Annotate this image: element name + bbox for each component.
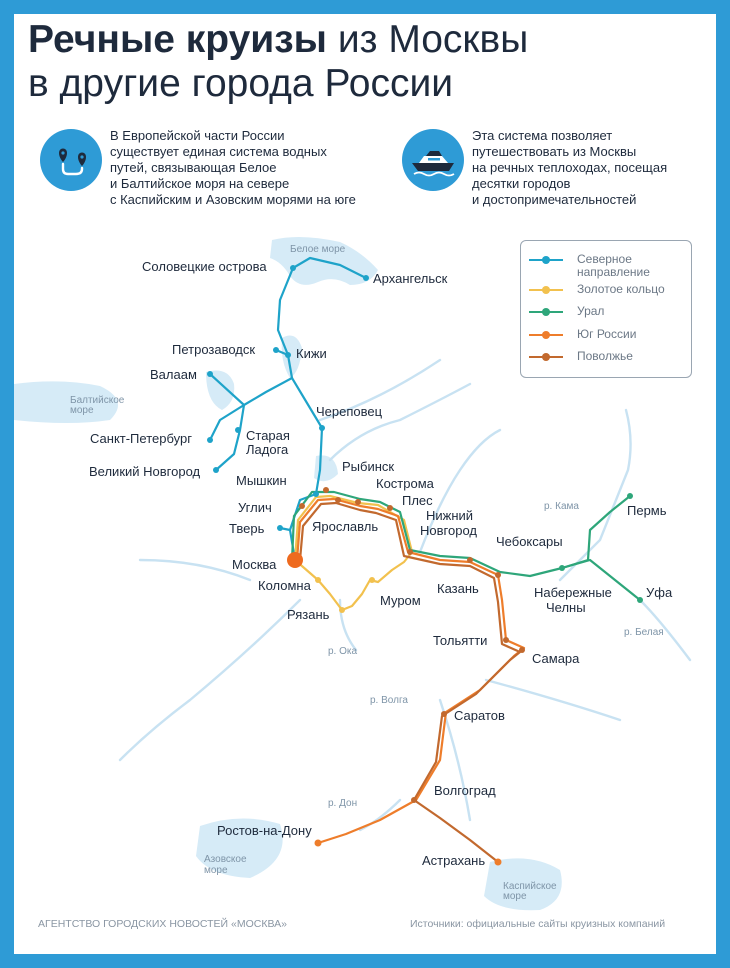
city-perm: Пермь (627, 503, 667, 518)
azov-sea-label-2: море (204, 865, 228, 876)
city-petrozavodsk: Петрозаводск (172, 342, 256, 357)
city-chelny-1: Набережные (534, 585, 612, 600)
city-ples: Плес (402, 493, 433, 508)
dot-nizhny[interactable] (407, 549, 413, 555)
dot-samara[interactable] (519, 647, 525, 653)
city-staraya-ladoga-2: Ладога (246, 442, 289, 457)
city-moscow: Москва (232, 557, 277, 572)
city-myshkin: Мышкин (236, 473, 287, 488)
caspian-sea-label-2: море (503, 891, 527, 902)
baltic-sea-label-1: Балтийское (70, 395, 125, 406)
dot-cherepovets[interactable] (319, 425, 325, 431)
dot-arkhangelsk[interactable] (363, 275, 369, 281)
city-kostroma: Кострома (376, 476, 434, 491)
dot-moscow[interactable] (287, 552, 303, 568)
city-uglich: Углич (238, 500, 272, 515)
white-sea-label: Белое море (290, 244, 346, 255)
dot-kizhi[interactable] (285, 352, 291, 358)
dot-saratov[interactable] (441, 711, 447, 717)
city-ryazan: Рязань (287, 607, 330, 622)
city-valaam: Валаам (150, 367, 197, 382)
dot-murom[interactable] (369, 577, 375, 583)
city-tver: Тверь (229, 521, 265, 536)
city-samara: Самара (532, 651, 580, 666)
legend: Северное направление Золотое кольцо Урал Юг России Поволжье (520, 240, 692, 378)
river-kama-label: р. Кама (544, 501, 579, 512)
city-volgograd: Волгоград (434, 783, 496, 798)
dot-ryazan[interactable] (339, 607, 345, 613)
dot-yaroslavl[interactable] (335, 497, 341, 503)
azov-sea-label-1: Азовское (204, 854, 247, 865)
rybinsk-reservoir-shape (314, 455, 338, 481)
city-spb: Санкт-Петербург (90, 431, 192, 446)
city-rybinsk: Рыбинск (342, 459, 395, 474)
footer-sources: Источники: официальные сайты круизных компаний (410, 918, 666, 930)
dot-astrakhan[interactable] (495, 859, 502, 866)
city-arkhangelsk: Архангельск (373, 271, 448, 286)
city-saratov: Саратов (454, 708, 505, 723)
dot-tolyatti[interactable] (503, 637, 509, 643)
dot-petrozavodsk[interactable] (273, 347, 279, 353)
dot-chelny[interactable] (559, 565, 565, 571)
river-volga-label: р. Волга (370, 695, 408, 706)
title-rest: из Москвы (326, 18, 529, 61)
intro-right-text: Эта система позволяет путешествовать из Москвы на речных теплоходах, посещая десятки городов и достопримечательностей (472, 128, 668, 207)
title-line2: в другие города России (28, 62, 454, 105)
city-kizhi: Кижи (296, 346, 327, 361)
river-oka-label: р. Ока (328, 646, 358, 657)
city-murom: Муром (380, 593, 421, 608)
city-novgorod: Великий Новгород (89, 464, 201, 479)
city-solovki: Соловецкие острова (142, 259, 267, 274)
dot-kolomna[interactable] (315, 577, 321, 583)
intro-left-text: В Европейской части России существует единая система водных путей, связывающая Белое и Балтийское моря на севере с Каспийским и Азовским морями на юге (110, 128, 356, 207)
dot-volgograd[interactable] (411, 797, 417, 803)
city-rostov: Ростов-на-Дону (217, 823, 312, 838)
city-nizhny-1: Нижний (426, 508, 474, 523)
city-tolyatti: Тольятти (433, 633, 488, 648)
dot-ples[interactable] (387, 505, 393, 511)
city-nizhny-2: Новгород (420, 523, 477, 538)
footer-agency: АГЕНТСТВО ГОРОДСКИХ НОВОСТЕЙ «МОСКВА» (38, 918, 287, 930)
dot-ufa[interactable] (637, 597, 643, 603)
dot-rostov[interactable] (315, 840, 322, 847)
city-kolomna: Коломна (258, 578, 311, 593)
dot-spb[interactable] (207, 437, 213, 443)
dot-novgorod[interactable] (213, 467, 219, 473)
city-astrakhan: Астрахань (422, 853, 486, 868)
dot-staraya-ladoga[interactable] (235, 427, 241, 433)
dot-cheboksary[interactable] (467, 557, 473, 563)
city-cherepovets: Череповец (316, 404, 383, 419)
dot-uglich[interactable] (299, 503, 305, 509)
dot-kazan[interactable] (495, 572, 501, 578)
dot-tver[interactable] (277, 525, 283, 531)
caspian-sea-label-1: Каспийское (503, 881, 557, 892)
dot-kostroma[interactable] (355, 499, 361, 505)
dot-valaam[interactable] (207, 371, 213, 377)
dot-myshkin[interactable] (313, 491, 319, 497)
dot-rybinsk[interactable] (323, 487, 329, 493)
dot-solovki[interactable] (290, 265, 296, 271)
river-don-label: р. Дон (328, 798, 358, 809)
city-kazan: Казань (437, 581, 479, 596)
city-yaroslavl: Ярославль (312, 519, 379, 534)
city-ufa: Уфа (646, 585, 673, 600)
city-cheboksary: Чебоксары (496, 534, 563, 549)
dot-perm[interactable] (627, 493, 633, 499)
baltic-sea-label-2: море (70, 405, 94, 416)
river-belaya-label: р. Белая (624, 627, 664, 638)
city-staraya-ladoga-1: Старая (246, 428, 290, 443)
title-bold: Речные круизы (28, 18, 327, 61)
city-chelny-2: Челны (546, 600, 586, 615)
